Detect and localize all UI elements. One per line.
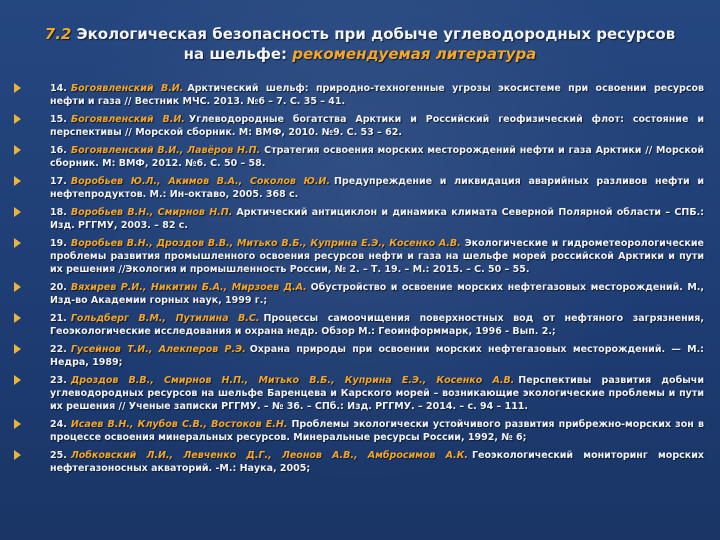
- reference-number: 20.: [50, 282, 67, 293]
- reference-number: 25.: [50, 450, 67, 461]
- reference-number: 23.: [50, 375, 67, 386]
- reference-number: 17.: [50, 176, 67, 187]
- reference-number: 14.: [50, 83, 67, 94]
- reference-text: Процессы самоочищения поверхностных вод от нефтяного загрязнения, Геоэкологические исследования и охрана недр. Обзор М.: Геоинформмарк, 1996 - Вып. 2.;: [50, 313, 705, 337]
- list-item: [8, 312, 704, 338]
- arrow-bullet-icon: [14, 282, 21, 292]
- reference-number: 18.: [50, 207, 67, 218]
- reference-text: Арктический шельф: природно-техногенные угрозы экосистеме при освоении ресурсов нефти и газа // Вестник МЧС. 2013. №6 – 7. С. 35 – 41.: [50, 83, 704, 107]
- reference-authors: Гусейнов Т.И., Алекперов Р.Э.: [70, 344, 246, 355]
- reference-text: Арктический антициклон и динамика климата Северной Полярной области – СПБ.: Изд. РГГМУ, 2003. – 82 с.: [50, 207, 704, 231]
- reference-text: Стратегия освоения морских месторождений нефти и газа Арктики // Морской сборник. М: ВМФ, 2012. №6. С. 50 – 58.: [50, 145, 704, 169]
- reference-authors: Воробьев В.Н., Смирнов Н.П.: [70, 207, 233, 218]
- reference-text: Углеводородные богатства Арктики и Российский геофизический флот: состояние и перспективы // Морской сборник. М: ВМФ, 2010. №9. С. 53 – 62.: [50, 114, 704, 138]
- arrow-bullet-icon: [14, 419, 21, 429]
- reference-text: Охрана природы при освоении морских нефтегазовых месторождений. — М.: Недра, 1989;: [50, 344, 704, 368]
- list-item: [8, 237, 704, 276]
- reference-number: 21.: [50, 313, 67, 324]
- list-item: [8, 281, 704, 307]
- title-number: 7.2: [44, 25, 72, 43]
- arrow-bullet-icon: [14, 145, 21, 155]
- reference-text: Геоэкологический мониторинг морских нефтегазоносных акваторий. -М.: Наука, 2005;: [50, 450, 704, 474]
- arrow-bullet-icon: [14, 450, 21, 460]
- list-item: [8, 418, 704, 444]
- arrow-bullet-icon: [14, 344, 21, 354]
- reference-text: Экологические и гидрометеорологические проблемы развития промышленного освоения ресурсов нефти и газа на шельфе морей российской Арктики и пути их решения //Экология и промышленность России, № 2. – Т. 19. – М.: 2015. – С. 50 – 55.: [50, 238, 704, 275]
- reference-text: Перспективы развития добычи углеводородных ресурсов на шельфе Баренцева и Карского морей – возникающие экологические проблемы и пути их решения // Ученые записки РГГМУ. – № 36. – СПб.: Изд. РГГМУ. – 2014. – с. 94 – 111.: [50, 375, 704, 412]
- arrow-bullet-icon: [14, 313, 21, 323]
- reference-authors: Вяхирев Р.И., Никитин Б.А., Мирзоев Д.А.: [70, 282, 307, 293]
- reference-authors: Гольдберг В.М., Путилина В.С.: [70, 313, 260, 324]
- arrow-bullet-icon: [14, 114, 21, 124]
- arrow-bullet-icon: [14, 375, 21, 385]
- list-item: [8, 82, 704, 108]
- list-item: [8, 374, 704, 413]
- arrow-bullet-icon: [14, 238, 21, 248]
- list-item: [8, 343, 704, 369]
- list-item: [8, 175, 704, 201]
- reference-authors: Воробьев Ю.Л., Акимов В.А., Соколов Ю.И.: [70, 176, 330, 187]
- reference-text: Проблемы экологически устойчивого развития прибрежно-морских зон в процессе освоения минеральных ресурсов. Минеральные ресурсы России, 1992, № 6;: [50, 419, 704, 443]
- list-item: [8, 113, 704, 139]
- reference-authors: Богоявленский В.И.: [70, 83, 184, 94]
- reference-number: 22.: [50, 344, 67, 355]
- reference-authors: Богоявленский В.И., Лавёров Н.П.: [70, 145, 261, 156]
- arrow-bullet-icon: [14, 83, 21, 93]
- reference-list: [8, 82, 704, 480]
- reference-authors: Лобковский Л.И., Левченко Д.Г., Леонов А.В., Амбросимов А.К.: [70, 450, 468, 461]
- list-item: [8, 144, 704, 170]
- reference-number: 15.: [50, 114, 67, 125]
- list-item: [8, 206, 704, 232]
- reference-authors: Исаев В.Н., Клубов С.В., Востоков Е.Н.: [70, 419, 288, 430]
- reference-number: 16.: [50, 145, 67, 156]
- reference-authors: Богоявленский В.И.: [70, 114, 185, 125]
- reference-authors: Воробьев В.Н., Дроздов В.В., Митько В.Б., Куприна Е.Э., Косенко А.В.: [70, 238, 461, 249]
- list-item: [8, 449, 704, 475]
- title-accent: рекомендуемая литература: [292, 45, 537, 63]
- reference-number: 19.: [50, 238, 67, 249]
- title-main: Экологическая безопасность при добыче углеводородных ресурсов на шельфе:: [76, 25, 676, 63]
- reference-number: 24.: [50, 419, 67, 430]
- reference-authors: Дроздов В.В., Смирнов Н.П., Митько В.Б., Куприна Е.Э., Косенко А.В.: [70, 375, 515, 386]
- reference-text: Предупреждение и ликвидация аварийных разливов нефти и нефтепродуктов. М.: Ин-октаво, 2005. 368 с.: [50, 176, 704, 200]
- reference-text: Обустройство и освоение морских нефтегазовых месторождений. М., Изд-во Академии горных наук, 1999 г.;: [50, 282, 704, 306]
- slide-title: [40, 24, 680, 64]
- arrow-bullet-icon: [14, 207, 21, 217]
- arrow-bullet-icon: [14, 176, 21, 186]
